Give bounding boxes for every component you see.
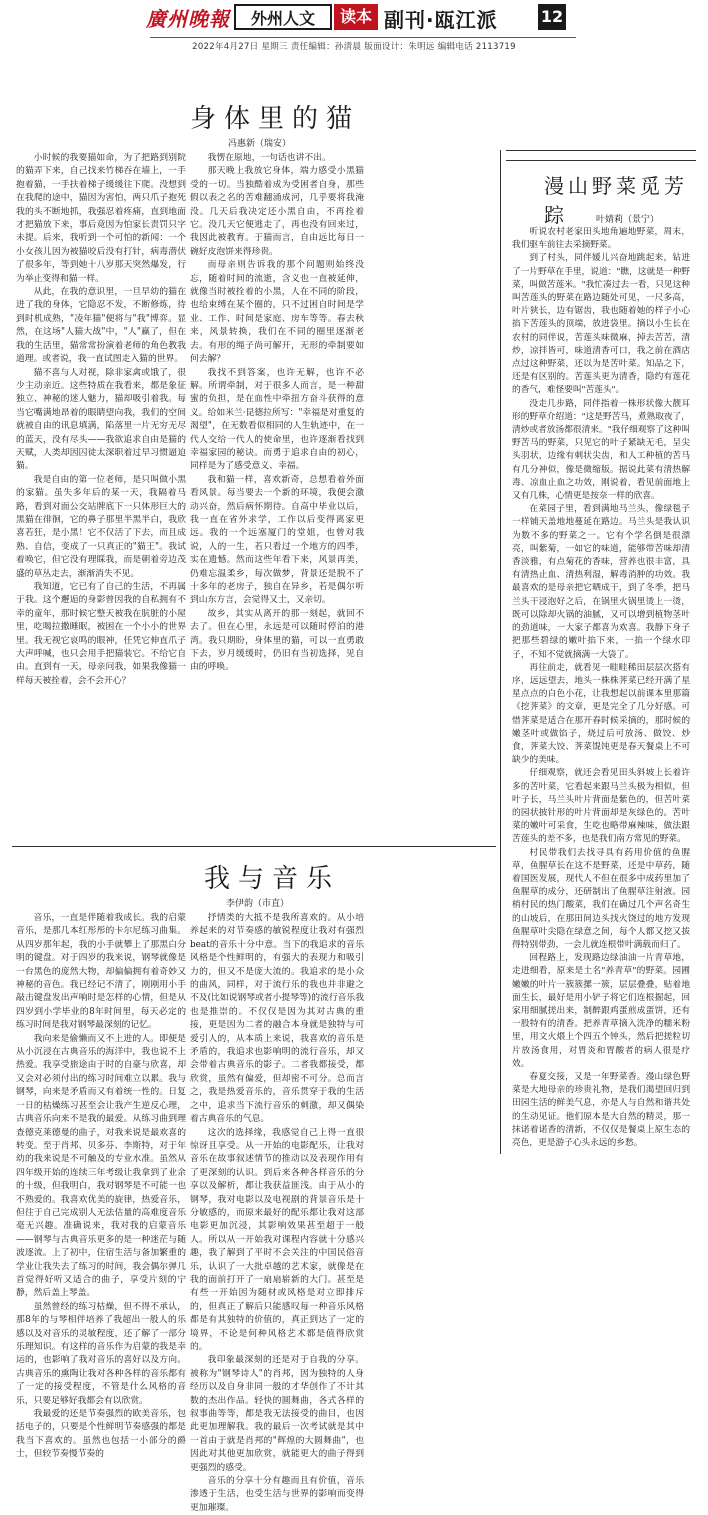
- paragraph: 仔细观察，就还会看见田头斜坡上长着许多的苦叶菜，它看起来跟马兰头极为相似，但叶子长，马兰头叶片背面是紫色的，但苦叶菜的园状披针形的叶片背面却是灰绿色的。苦叶菜的嫩叶可采食，生吃也略带麻辣味，做法跟苦莲头的差不多，也是我们南方常见的野菜。: [512, 768, 690, 845]
- paragraph: 我向来是偷懒而又不上进的人。即便是从小沉浸在古典音乐的海洋中，我也说不上热爱。我享受旅途由于时的自豪与欣喜，却又会对必须付出的练习时间难立以累。我与钢琴，向来是矛盾而又有着统一性的。日复一日的枯燥练习甚至会让我产生逆反心理，古典音乐向来不是我的最爱。从练习曲到理查德克莱德曼的曲子，对我来说是最欢喜的转变。至于肖邦、贝多芬、李斯特，对于年幼的我来说是不可触及的专业水准。虽然从四年级开始的连续三年考级让我拿到了业余的十级，但我明白，我对钢琴是不可能一也不熟爱的。我喜欢优美的旋律，热爱音乐，但往于自己完成别人无法估量的高难度音乐毫无兴趣。准确说来，我对我的启蒙音乐——钢琴与古典音乐更多的是一种迷茫与随波逐流。上了初中，住宿生活与备加繁重的学业让我失去了练习的时间，我会偶尔弹几首觉得好听又适合的曲子，享受片刻的宁静，然后盖上琴盖。: [16, 1033, 186, 1299]
- page-number-badge: 12: [538, 4, 566, 30]
- paragraph: 猫不喜与人对视，除非家禽或饿了，很少主动亲近。这些特质在我看来，都是象征独立、神秘的迷人魅力，猫却吸引着我。每当它嘴满地昂着的眼睛望向我，我们的空间就被自由的讯息填满，陷落里一片无穷无尽的蓝天，没有尽头——我欲追求自由是猫的天赋，人类却因囚徒太深职着过早习惯逼迫猫。: [16, 367, 186, 472]
- paragraph: 我印象最深刻的还是对于自我的分享。被称为"钢琴诗人"的肖邦，因为独特的人身经历以及自身非同一般的才华创作了不计其数的杰出作品。轻快的圆舞曲，各式各样的叙事曲等等，都是我无法接受的曲目，也因此更加理解我。我的最后一次考试就是其中一首由于就是肖邦的"辉煌的大圆舞曲"，也因此对其他更加欣赏，就能更大的曲子得到更强烈的感受。: [190, 1355, 364, 1473]
- veg-article-title: 漫山野菜觅芳踪: [544, 174, 688, 227]
- paragraph: 村民带我们去找寻具有药用价值的鱼腥草，鱼腥草长在这不是野菜，还是中草药，随着国医发展，现代人不但在很多中成药里加了鱼腥草的成分，还研制出了鱼腥草注射液。园梢村民的热门酸菜，我们在确过几个声名奇生的山坡后，在那田间边头找火饶过的地方发现鱼腥草叶尖隐在绿意之间，每个人都又挖又拔得特别带劲，一会儿就连根带叶满载而归了。: [512, 847, 690, 950]
- cat-article-byline: 冯惠新（瑞安）: [228, 139, 292, 149]
- veg-article-top-rule: [506, 150, 696, 151]
- paragraph: 抒情类的大抵不是我所喜欢的。从小培养起来的对节奏感的敏锐程度让我对有强烈beat的音乐十分中意。当下的我追求的音乐风格是个性鲜明的，有强大的表现力和吸引力的，但又不是庞大流的。我追求的是小众的曲风，同样，对于流行乐的我也并非避之不及(比如说钢琴或者小提琴等)的流行音乐我也是推崇的。不仅仅是因为其对古典的重接，更是因为二者的融合本身就是独特与可爱引人的，从本质上来说，我喜欢的音乐是矛盾的，我追求也影响明的流行音乐，却又会带着古典音乐的影子。二者我都接受，都欣赏，虽然有偏爱，但却密不可分。总而言之，我是热爱音乐的，音乐贯穿于我的生活之中，追求当下流行音乐的刺激，却又偶染着古典音乐的气息。: [190, 913, 365, 1125]
- music-article-column-1: [16, 912, 186, 1460]
- paragraph: 到了村头，同伴媛儿兴奋地跳起来，钻进了一片野草在手里，说道："瞧，这就是一种野菜，叫做苦莲米。"我忙凑过去一看，只见这种叫苦莲头的野菜在路边随处可见，一尺多高，叶片狭长，边有锯齿，我也随着她的样子小心掐下苦莲头的顶端，放进袋里。摘以小生长在农村的同伴说，苦莲头味微麻，掉去苦苦，清炒，凉拌皆可，味道清香可口，我之前在酒店点过这种野菜，还以为是苦叶菜。知品之下，还是有区别的。苦莲头更为清香，隐约有莲花的香气，难怪要叫"苦莲头"。: [512, 253, 690, 396]
- paragraph: 我是自由的第一位老师，是只叫做小黑的家猫。虽失多年后的某一天，我隔着马路，看到对面公交站牌底下一只体形巨大的黑猫在徘徊，它的鼻子那里半黑半白，我欣喜若狂，是小黑！它不仅活了下去，而且成熟、自信，变成了一只真正的"猫王"。我试着唤它，但它没有理睬我，而是朝着旁边茂盛的草丛走去，渐渐消失不见。: [16, 474, 186, 579]
- paragraph: 我找不到答案，也许无解，也许不必解。所谓牵制，对于很多人而言，是一种甜蜜的负担，是在血性中牵扭方奋斗获得的意义。给如米兰·昆德拉所写："幸福是对重复的渴望"，在无数看似相同的人生轨迹中，在一代人交给一代人的使命里，也许逐渐看找到幸福家园的秘诀。而勇于追求自由的初心，同样是为了感受意义、幸福。: [190, 367, 364, 472]
- paragraph: 我最爱的还是节奏强烈的欧美音乐，包括电子的，只要是个性鲜明节奏感强的都是我当下喜欢的。虽然也包括一小部分的爵士，但较节奏慢节奏的: [16, 1409, 186, 1460]
- masthead-divider: [150, 37, 576, 38]
- cat-article-column-2: [190, 152, 364, 673]
- newspaper-brand: 廣州晚報: [146, 7, 230, 31]
- paragraph: 那天晚上我放它身体，端力感受小黑猫受的一切。当独酷着成为受困者自身，那些假以表之名的苦难翻涌成河，几乎要将我淹没。几天后我决定还小黑自由，不再拴着它。没几天它便逃走了，再也没有回来过，我因此被教育。于猫而言，自由远比每日一碗好皮泡饼来得珍贵。: [190, 166, 364, 257]
- article-divider: [12, 846, 496, 847]
- paragraph: 我愣在原地，一句话也讲不出。: [207, 153, 331, 163]
- music-article-column-2: [190, 912, 365, 1513]
- column-divider: [500, 150, 501, 1154]
- music-article-byline: 李伊韵（市直）: [226, 899, 290, 909]
- paragraph: 从此，在我的意识里，一旦早幼的猫在进了我的身体，它隐忍不发，不断修炼，待到时机成熟，"凌年猫"便将与"我"博弈。显然，在这场"人猫大战"中，"人"赢了，但在我的生活里，猫常常扮演着老师的角色教我道理。或者说，我一直试图走入猫的世界。: [16, 287, 186, 365]
- veg-article-byline: 叶婧莉（景宁）: [596, 215, 660, 225]
- paragraph: 春夏交接，又是一年野菜香。漫山绿色野菜是大地母亲的珍贵礼物，是我们渴望回归到田园生活的鲜美气息，亦是人与自然和谐共处的生动见证。他们原本是大自然的精灵，那一抹诺着诺香的清新，不仅仅是餐桌上原生态的亮色，更是游子心头永远的乡愁。: [512, 1072, 690, 1149]
- dateline: 2022年4月27日 星期三 责任编辑：孙淸晨 版面设计：朱明远 编辑电话 2113719: [192, 42, 516, 52]
- paragraph: 音乐，一直是伴随着我成长。我的启蒙音乐，是那几本红彤彤的卡尔尼练习曲集。从四岁那年起，我的小手就攀上了那黑白分明的键盘。对于四岁的我来说，钢琴就像是一台黑色的庞然大物，却偏偏拥有着奇妙又神秘的音色。我已经记不清了，刚刚用小手敲击键盘发出声响时是怎样的心情，但是从四岁到小学毕业的8年时间里，每天必定的练习时间是我对钢琴最深刻的记忆。: [16, 913, 186, 1031]
- supplement-title: 副刊·瓯江派: [384, 8, 498, 32]
- veg-article-top-rule-inner: [506, 160, 696, 161]
- paragraph: 故乡，其实从离开的那一刻起，就回不去了。但在心里，永远是可以随时停泊的港湾。我只期盼，身体里的猫，可以一直勇敢下去，岁月缓缓时，仍旧有当初选择，见自由的呼唤。: [190, 608, 364, 673]
- paragraph: 在菜园子里，看到满地马兰头，像绿毯子一样铺天盖地地蔓延在路边。马兰头是我认识为数不多的野菜之一。它有个学名倒是很漂亮，叫紫菊，一如它的味道，能够带苦味却清香淡雅，有点菊花的香味，营养也很丰富，具有清热止血、清热利湿，解毒消肿的功效。我最喜欢的是母亲把它晒成干，到了冬季，把马兰头干浸泡好之后，在锅里火锅里烫上一烫，既可以除却火锅的油腻，又可以增到植物茎叶的劲道味，一大家子都喜为欢喜。我静下身子把那些碧绿的嫩叶掐下来，一掐一个绿水印子，不知不觉就摘满一大袋了。: [512, 504, 690, 660]
- paragraph: 听说农村老家田头地角遍地野菜，周末，我们驱车前往去采摘野菜。: [512, 227, 690, 251]
- cat-article-column-1: [16, 152, 186, 686]
- paragraph: 小时候的我要猫如命，为了把路到别院的猫弄下来，自己找来竹梯吞在墙上，一手抱着猫，一手扶着梯子缓缓往下爬。没想到在我爬的途中，猫因为害怕，两只爪子抱死我的头不断地抓，我强忍着疼痛，直到地面才把猫放下来，事后竟因为怕家长责罚只字未提。后来，我听到一个可怕的新闻：一个小女孩儿因为被猫咬后没有打针，病毒潜伏了很多年，等到她十八岁那天突然爆发，行为举止变得和猫一样。: [16, 153, 186, 284]
- veg-article-column: [512, 226, 690, 1154]
- paragraph: 我知道，它已有了自己的生活，不再属于我。这个邂逅的身影曾因我的自私拥有不幸的童年，那时候它整天被我在肮脏的小屋里，吃喝拉撒睡眠，被困在一个小小的世界里。我无视它哀鸣的眼神，任凭它伸直爪子大声呼喊，也只会用手把猫装它。不给它自由。直到有一天，母亲问我，如果我像猫一样每天被拴着，会不会开心？: [16, 582, 186, 686]
- paragraph: 这次的选择缘，我感觉自己上得一直很惊讶且享受。从一开始的电影配乐，让我对音乐在故事叙述情节的推动以及表现作用有了更深刻的认识。到后来各种各样音乐的分享以及解析，都让我获益匪浅。由于从小的钢琴，我对电影以及电视剧的背景音乐是十分敏感的，而原来最好的配乐都让我对这部电影更加沉浸，其影响效果甚至超于一般人。所以从一开始我对课程内容就十分感兴趣，我了解到了平时不会关注的中国民俗音乐，认识了一大批卓越的艺术家，就像是在我的面前打开了一扇扇崭新的大门。甚至是有些一开始因为随材或风格是对立即排斥的，但真正了解后只能感叹每一种音乐风格都是有其独特的价值的，真正到达了一定的境界，不论是何种风格艺术都是值得欣赏的。: [190, 1127, 364, 1352]
- paragraph: 我和猫一样，喜欢新奇，总想看着外面看风景。每当要去一个新的环境，我便会激动兴奋，然后病怀期待。自高中毕业以后，我一直在省外求学，工作以后变得离家更远。我的一个远塞厦门的堂姐，也曾对我说，人的一生，若只看过一个地方的四季，实在遗憾。然而这些年看下来，风景再美，仍难忘温柔乡，每次做梦，背景还是脱不了十多年的老房子，独自在异乡，若是偶尔听到山东方言，会觉得又土，又亲切。: [190, 474, 364, 606]
- paragraph: 虽然曾经的练习枯燥，但不得不承认，那8年的与琴相伴培养了我超出一般人的乐感以及对音乐的灵敏程度，还了解了一部分乐理知识。有这样的音乐作为启蒙的我是幸运的，也影响了我对音乐的喜好以及方向。古典音乐的熏陶让我对各种各样的音乐都有了一定的接受程度，不管是什么风格的音乐，只要足够好我都会有以欣赏。: [16, 1301, 186, 1406]
- paragraph: 没走几步路，同伴指着一株形状像大靓耳形的野草介绍道："这是野苦马，煮熟取夜了，清炒或者放汤都很清来。"我仔细观察了这种叫野苦马的野菜，只见它的叶子紧缺无毛，呈尖头羽状，边缘有刺状尖齿，和人工种植的苦马有几分神似，像是微缩版。据说此菜有清热解毒、凉血止血之功效，刚说着，看见前面地上又有几株，心情更是按奈一样的欣喜。: [512, 398, 690, 502]
- cat-article-title: 身体里的猫: [190, 104, 361, 134]
- paragraph: 而母亲则告诉我的那个问题则始终没忘，随着时间的流逝，含义也一直被延伸，就像当时被拴着的小黑，人在不同的阶段，也给束缚在某个圈的，只不过困自时间是学业、工作、时间是家庭、房车等等。春去秋来，风景转换，我们在不同的圈里逐渐老去。有形的绳子尚可解开，无形的牵制要如何去解？: [190, 260, 364, 365]
- masthead: [0, 0, 708, 52]
- section-label-waizhou: 外州人文: [234, 4, 332, 30]
- section-label-dubook: 读本: [334, 4, 378, 30]
- paragraph: 音乐的分享十分有趣而且有价值，音乐渗透于生活，也受生活与世界的影响而变得更加璀璨。: [190, 1476, 364, 1513]
- music-article-title: 我与音乐: [204, 864, 341, 894]
- paragraph: 再往前走，就看见一畦畦稀田层层次搭有序，远远望去，地头一株株荠菜已经开满了星星点点的白色小花，让我想起以前课本里那篇《挖荠菜》的文章，更是完全了几分好感。可惜荠菜是适合在那开春时候采摘的，那时候的嫩茎叶或做馅子，烧过后可放汤、做饺、炒食，荠菜大饺、荠菜馄饨更是春天餐桌上不可缺少的美味。: [512, 662, 690, 766]
- paragraph: 回程路上，发现路边绿油油一片青草地，走进细看，原来是土名"养青草"的野菜。园圃嫩嫩的叶片一簇簇摞一簇，层层叠叠，贴着地面生长，最好是用小铲子将它们连根掘起，回家用细腻搓出来，制醉跟鸡蛋煎成蛋饼，还有一股特有的清香。把养青草摘入洗净的糯米粉里，用文火煨上个四五个钟头，然后把搓粒切片放汤食用，对胃炎和胃酸者的病人很是疗效。: [512, 953, 690, 1069]
